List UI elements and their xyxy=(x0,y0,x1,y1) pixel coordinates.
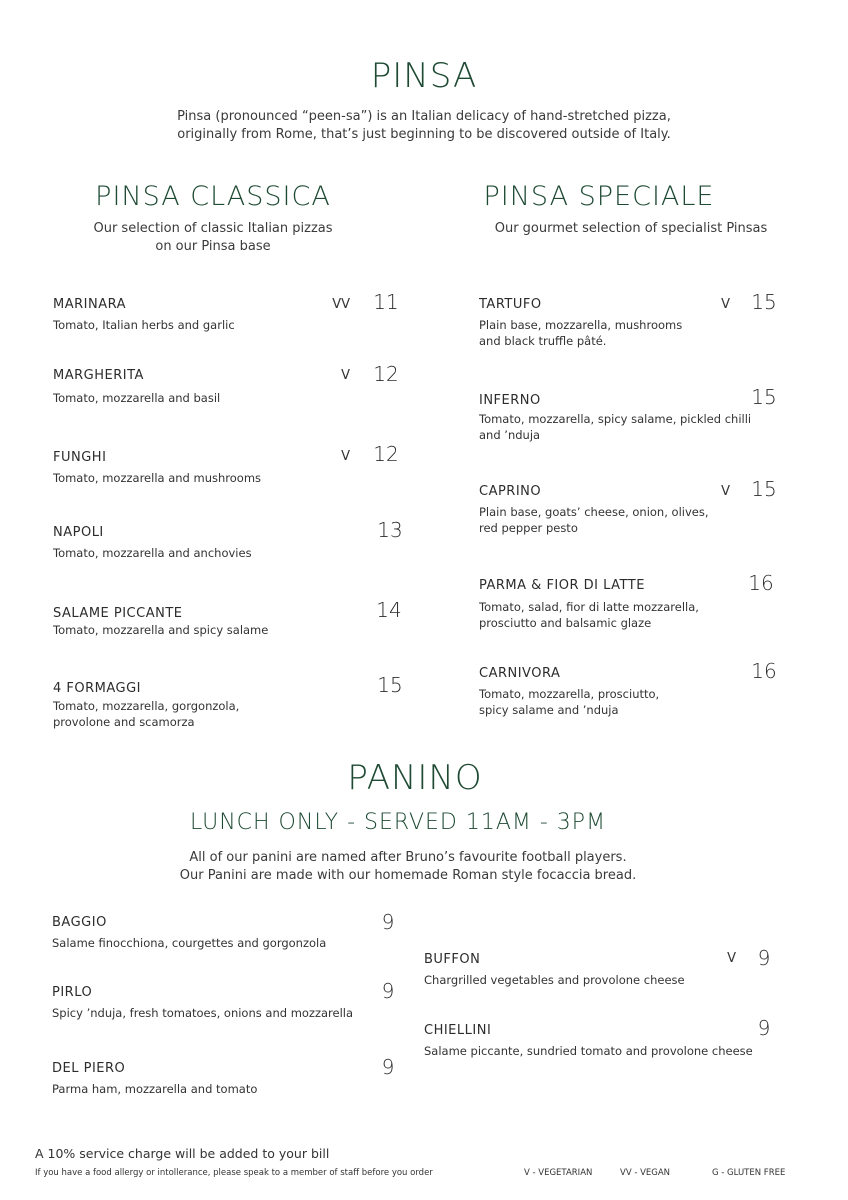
menu-item-description-line-2: spicy salame and ’nduja xyxy=(479,703,619,717)
menu-item-price: 13 xyxy=(377,518,403,542)
menu-item-price: 15 xyxy=(751,290,777,314)
vegetarian-tag: V xyxy=(721,297,730,312)
menu-item-description: Salame piccante, sundried tomato and provolone cheese xyxy=(424,1044,753,1058)
speciale-title: PINSA SPECIALE xyxy=(483,181,715,212)
menu-item-price: 9 xyxy=(757,1016,771,1040)
menu-item-name: PIRLO xyxy=(52,985,93,1000)
menu-item-description-line-2: provolone and scamorza xyxy=(53,715,195,729)
menu-item-description-line-2: and black truffle pâté. xyxy=(479,334,607,348)
menu-item-price: 16 xyxy=(751,659,777,683)
classica-title: PINSA CLASSICA xyxy=(95,181,331,212)
pinsa-title: PINSA xyxy=(370,56,478,96)
menu-item-description: Tomato, Italian herbs and garlic xyxy=(53,318,235,332)
classica-subtitle-line-1: Our selection of classic Italian pizzas xyxy=(93,221,333,236)
menu-item-description: Plain base, mozzarella, mushrooms xyxy=(479,318,683,332)
speciale-subtitle: Our gourmet selection of specialist Pinsas xyxy=(494,221,768,236)
menu-item-price: 16 xyxy=(748,571,774,595)
key-gluten-free: G - GLUTEN FREE xyxy=(712,1168,786,1178)
panino-intro xyxy=(0,849,816,885)
classica-subtitle-line-2: on our Pinsa base xyxy=(155,239,271,254)
menu-item-name: BUFFON xyxy=(424,952,481,967)
menu-item-description-line-2: prosciutto and balsamic glaze xyxy=(479,616,652,630)
menu-item-description: Tomato, mozzarella, spicy salame, pickled chilli xyxy=(479,412,752,426)
panino-title: PANINO xyxy=(347,758,483,798)
menu-item-name: INFERNO xyxy=(479,393,541,408)
key-vegetarian: V - VEGETARIAN xyxy=(524,1168,593,1178)
menu-item-description: Tomato, mozzarella, gorgonzola, xyxy=(53,699,240,713)
menu-item-price: 12 xyxy=(373,442,399,466)
menu-item-price: 14 xyxy=(376,598,402,622)
menu-item-price: 15 xyxy=(751,385,777,409)
vegan-tag: VV xyxy=(332,297,350,312)
menu-item-description-line-2: and ’nduja xyxy=(479,428,541,442)
menu-item-price: 12 xyxy=(373,362,399,386)
classica-subtitle xyxy=(66,220,360,256)
vegetarian-tag: V xyxy=(341,368,350,383)
menu-item-name: CARNIVORA xyxy=(479,666,561,681)
panino-intro-line-1: All of our panini are named after Bruno’s favourite football players. xyxy=(189,850,627,865)
menu-item-name: NAPOLI xyxy=(53,525,104,540)
menu-item-price: 9 xyxy=(381,910,395,934)
pinsa-intro-line-1: Pinsa (pronounced “peen-sa”) is an Italian delicacy of hand-stretched pizza, xyxy=(177,109,671,124)
menu-item-name: DEL PIERO xyxy=(52,1061,126,1076)
menu-item-name: SALAME PICCANTE xyxy=(53,606,183,621)
pinsa-intro xyxy=(0,108,848,144)
menu-item-description: Tomato, mozzarella and mushrooms xyxy=(53,471,262,485)
menu-item-name: CAPRINO xyxy=(479,484,542,499)
vegetarian-tag: V xyxy=(727,951,736,966)
menu-item-description: Spicy ’nduja, fresh tomatoes, onions and mozzarella xyxy=(52,1006,354,1020)
menu-item-name: MARINARA xyxy=(53,297,126,312)
menu-item-price: 9 xyxy=(381,979,395,1003)
pinsa-intro-line-2: originally from Rome, that’s just beginning to be discovered outside of Italy. xyxy=(177,127,671,142)
panino-subtitle: LUNCH ONLY - SERVED 11AM - 3PM xyxy=(189,810,607,835)
vegetarian-tag: V xyxy=(721,484,730,499)
menu-item-price: 9 xyxy=(757,946,771,970)
menu-item-name: PARMA & FIOR DI LATTE xyxy=(479,578,645,593)
menu-item-description: Tomato, mozzarella and spicy salame xyxy=(53,623,269,637)
service-charge-note: A 10% service charge will be added to your bill xyxy=(35,1146,330,1161)
menu-item-description: Tomato, mozzarella, prosciutto, xyxy=(479,687,660,701)
menu-item-price: 15 xyxy=(751,477,777,501)
menu-item-description: Plain base, goats’ cheese, onion, olives, xyxy=(479,505,709,519)
key-vegan: VV - VEGAN xyxy=(620,1168,671,1178)
menu-item-price: 15 xyxy=(377,673,403,697)
menu-item-description: Tomato, mozzarella and anchovies xyxy=(53,546,252,560)
menu-item-name: TARTUFO xyxy=(479,297,542,312)
menu-item-price: 11 xyxy=(373,290,399,314)
menu-item-name: MARGHERITA xyxy=(53,368,144,383)
panino-intro-line-2: Our Panini are made with our homemade Roman style focaccia bread. xyxy=(179,868,637,883)
menu-item-name: CHIELLINI xyxy=(424,1023,492,1038)
menu-item-description: Salame finocchiona, courgettes and gorgonzola xyxy=(52,936,327,950)
menu-item-description: Chargrilled vegetables and provolone cheese xyxy=(424,973,685,987)
menu-item-description: Tomato, salad, fior di latte mozzarella, xyxy=(479,600,699,614)
allergy-note: If you have a food allergy or intollerance, please speak to a member of staff before you order xyxy=(35,1168,433,1178)
menu-item-name: BAGGIO xyxy=(52,915,107,930)
menu-item-price: 9 xyxy=(381,1055,395,1079)
menu-item-description: Tomato, mozzarella and basil xyxy=(53,391,221,405)
menu-item-description: Parma ham, mozzarella and tomato xyxy=(52,1082,258,1096)
menu-item-description-line-2: red pepper pesto xyxy=(479,521,578,535)
vegetarian-tag: V xyxy=(341,449,350,464)
menu-item-name: 4 FORMAGGI xyxy=(53,681,142,696)
menu-item-name: FUNGHI xyxy=(53,450,107,465)
